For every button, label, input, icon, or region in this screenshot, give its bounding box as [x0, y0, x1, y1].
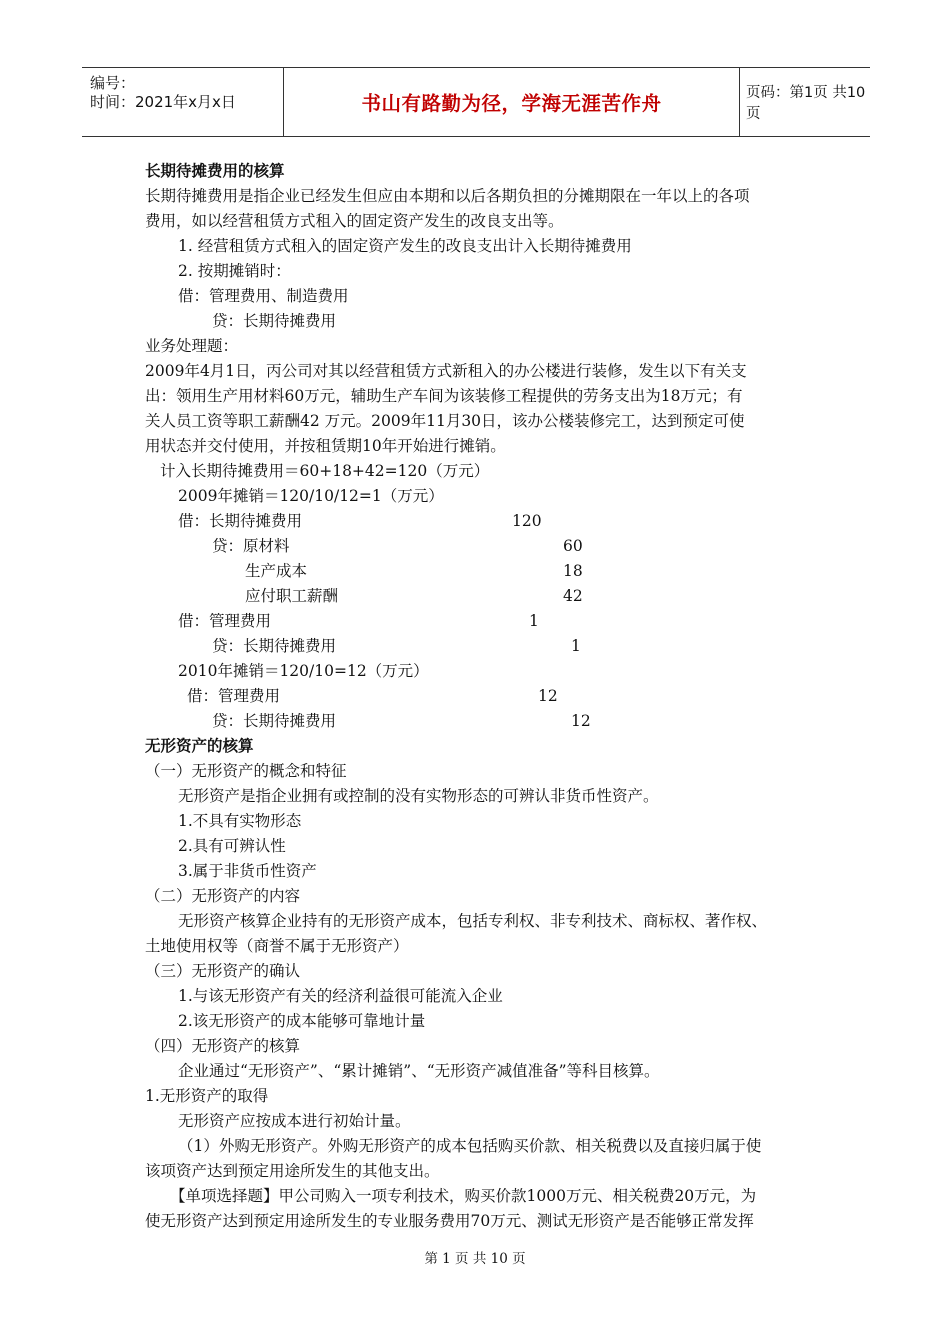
entry-credit: 贷：长期待摊费用: [212, 712, 337, 730]
entry-debit: 借：长期待摊费用: [178, 512, 303, 530]
list-item: 1.与该无形资产有关的经济利益很可能流入企业: [178, 987, 503, 1005]
number-label: 编号：: [90, 74, 136, 92]
paragraph-line: 关人员工资等职工薪酬42 万元。2009年11月30日，该办公楼装修完工，达到预定可使: [145, 412, 745, 430]
page-header: [82, 67, 870, 137]
question-line: 【单项选择题】甲公司购入一项专利技术，购买价款1000万元、相关税费20万元，为: [170, 1187, 757, 1205]
list-item: 3.属于非货币性资产: [178, 862, 317, 880]
question-line: 使无形资产达到预定用途所发生的专业服务费用70万元、测试无形资产是否能够正常发挥: [145, 1212, 754, 1230]
entry-amount: 120: [512, 512, 542, 530]
paragraph-line: 无形资产应按成本进行初始计量。: [178, 1112, 411, 1130]
entry-amount: 42: [563, 587, 583, 605]
paragraph-line: 该项资产达到预定用途所发生的其他支出。: [145, 1162, 440, 1180]
paragraph-line: 2009年4月1日，丙公司对其以经营租赁方式新租入的办公楼进行装修，发生以下有关支: [145, 362, 747, 380]
header-meta: [82, 68, 282, 136]
subsection-title: 1.无形资产的取得: [145, 1087, 269, 1105]
paragraph-line: 土地使用权等（商誉不属于无形资产）: [145, 937, 409, 955]
entry-credit: 贷：原材料: [212, 537, 290, 555]
page-label: 页码：第1页 共10页: [746, 85, 866, 122]
paragraph-line: 无形资产是指企业拥有或控制的没有实物形态的可辨认非货币性资产。: [178, 787, 659, 805]
paragraph-line: 无形资产核算企业持有的无形资产成本，包括专利权、非专利技术、商标权、著作权、: [178, 912, 768, 930]
calc-line: 2009年摊销＝120/10/12=1（万元）: [178, 487, 444, 505]
entry-credit: 生产成本: [245, 562, 308, 580]
paragraph-line: 长期待摊费用是指企业已经发生但应由本期和以后各期负担的分摊期限在一年以上的各项: [145, 187, 750, 205]
subsection-title: （三）无形资产的确认: [145, 962, 301, 980]
entry-debit: 借：管理费用: [178, 612, 272, 630]
paragraph-line: 用状态并交付使用，并按租赁期10年开始进行摊销。: [145, 437, 506, 455]
entry-amount: 1: [529, 612, 539, 630]
entry-debit: 借：管理费用: [187, 687, 281, 705]
header-page-cell: [739, 68, 870, 136]
list-item: 2.具有可辨认性: [178, 837, 286, 855]
paragraph-line: 企业通过“无形资产”、“累计摊销”、“无形资产减值准备”等科目核算。: [178, 1062, 660, 1080]
section-title: 长期待摊费用的核算: [145, 162, 285, 180]
paragraph-line: 出：领用生产用材料60万元，辅助生产车间为该装修工程提供的劳务支出为18万元；有: [145, 387, 743, 405]
entry-amount: 1: [571, 637, 581, 655]
subsection-title: （二）无形资产的内容: [145, 887, 301, 905]
list-item: 2. 按期摊销时：: [178, 262, 291, 280]
page-footer: 第 1 页 共 10 页: [424, 1251, 526, 1267]
calc-line: 计入长期待摊费用＝60+18+42=120（万元）: [160, 462, 490, 480]
entry-amount: 18: [563, 562, 583, 580]
list-item: 1. 经营租赁方式租入的固定资产发生的改良支出计入长期待摊费用: [178, 237, 632, 255]
paragraph-line: 业务处理题：: [145, 337, 239, 355]
header-motto-cell: [283, 68, 740, 136]
entry-credit: 贷：长期待摊费用: [212, 312, 337, 330]
entry-credit: 应付职工薪酬: [245, 587, 339, 605]
subsection-title: （一）无形资产的概念和特征: [145, 762, 347, 780]
entry-amount: 12: [538, 687, 558, 705]
section-title: 无形资产的核算: [145, 737, 254, 755]
list-item: 2.该无形资产的成本能够可靠地计量: [178, 1012, 426, 1030]
calc-line: 2010年摊销＝120/10=12（万元）: [178, 662, 429, 680]
paragraph-line: 费用，如以经营租赁方式租入的固定资产发生的改良支出等。: [145, 212, 564, 230]
list-item: 1.不具有实物形态: [178, 812, 302, 830]
entry-amount: 60: [563, 537, 583, 555]
paragraph-line: （1）外购无形资产。外购无形资产的成本包括购买价款、相关税费以及直接归属于使: [178, 1137, 762, 1155]
entry-debit: 借：管理费用、制造费用: [178, 287, 349, 305]
subsection-title: （四）无形资产的核算: [145, 1037, 301, 1055]
entry-credit: 贷：长期待摊费用: [212, 637, 337, 655]
motto: 书山有路勤为径，学海无涯苦作舟: [361, 92, 662, 115]
time-label: 时间：2021年x月x日: [90, 93, 236, 111]
entry-amount: 12: [571, 712, 591, 730]
